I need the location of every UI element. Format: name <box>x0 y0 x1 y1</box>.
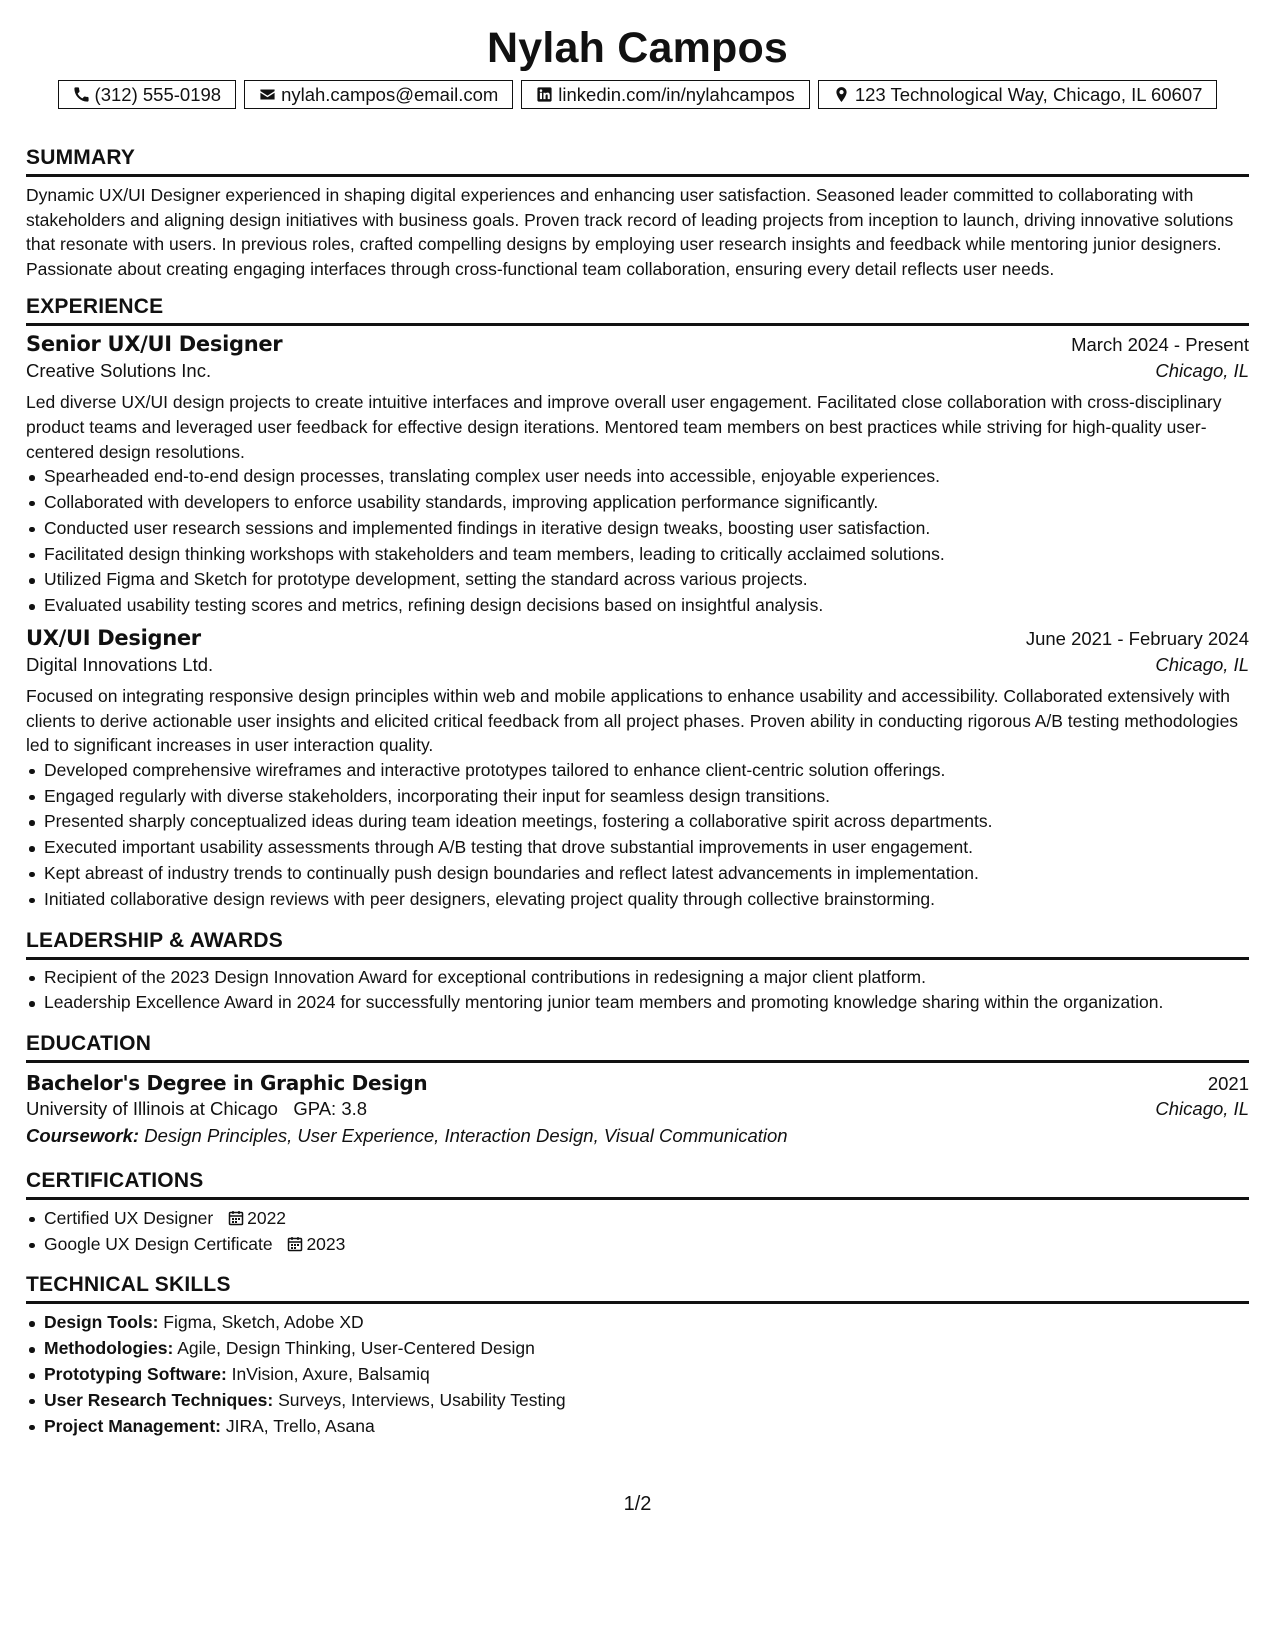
skill-label: Methodologies: <box>44 1338 174 1359</box>
certification-year: 2022 <box>247 1207 287 1228</box>
coursework-label: Coursework: <box>26 1124 140 1146</box>
calendar-icon <box>228 1208 244 1224</box>
skill-label: Design Tools: <box>44 1312 159 1333</box>
skill-value: Figma, Sketch, Adobe XD <box>163 1312 364 1333</box>
phone-number: (312) 555-0198 <box>94 83 222 105</box>
coursework-line <box>26 1125 1249 1147</box>
list-item <box>44 1206 1249 1232</box>
skills-list <box>26 1310 1249 1439</box>
job-dates: June 2021 - February 2024 <box>1025 627 1249 649</box>
job-header <box>26 626 1249 650</box>
summary-heading: SUMMARY <box>26 146 1249 177</box>
list-item <box>44 1310 1249 1336</box>
skill-label: Project Management: <box>44 1415 221 1436</box>
list-item: Kept abreast of industry trends to continually push design boundaries and reflect latest advancements in implementation. <box>44 861 1249 887</box>
education-header <box>26 1071 1249 1095</box>
skills-section <box>26 1273 1249 1439</box>
certification-name: Google UX Design Certificate <box>44 1233 273 1254</box>
school-location: Chicago, IL <box>1155 1097 1249 1119</box>
job-location: Chicago, IL <box>1155 653 1249 675</box>
experience-heading: EXPERIENCE <box>26 295 1249 326</box>
skill-label: Prototyping Software: <box>44 1364 227 1385</box>
list-item: Presented sharply conceptualized ideas during team ideation meetings, fostering a collaborative spirit across departments. <box>44 809 1249 835</box>
linkedin-icon <box>536 86 553 103</box>
gpa: GPA: 3.8 <box>293 1097 368 1119</box>
leadership-section <box>26 929 1249 1015</box>
list-item <box>44 1232 1249 1258</box>
job-header <box>26 332 1249 356</box>
leadership-heading: LEADERSHIP & AWARDS <box>26 929 1249 960</box>
summary-section <box>26 146 1249 281</box>
education-section <box>26 1032 1249 1147</box>
phone-chip[interactable] <box>58 80 237 109</box>
list-item: Facilitated design thinking workshops with stakeholders and team members, leading to critically acclaimed solutions. <box>44 542 1249 568</box>
job-company: Digital Innovations Ltd. <box>26 653 214 675</box>
list-item <box>44 1336 1249 1362</box>
skills-heading: TECHNICAL SKILLS <box>26 1273 1249 1304</box>
email-address: nylah.campos@email.com <box>281 83 499 105</box>
job-subheader <box>26 654 1249 676</box>
job-description: Focused on integrating responsive design principles within web and mobile applications to enhance usability and accessibility. Collaborated extensively with clients to derive actionable user insights and elicited critical feedback from all project phases. Proven ability in conducting rigorous A/B testing methodologies led to significant increases in user interaction quality. <box>26 685 1239 756</box>
experience-section <box>26 295 1249 912</box>
skill-label: User Research Techniques: <box>44 1389 274 1410</box>
school-line <box>26 1098 367 1120</box>
skill-value: Surveys, Interviews, Usability Testing <box>278 1389 566 1410</box>
calendar-icon <box>287 1234 303 1250</box>
award-list <box>26 965 1249 1015</box>
email-chip[interactable] <box>244 80 513 109</box>
list-item: Conducted user research sessions and implemented findings in iterative design tweaks, boosting user satisfaction. <box>44 516 1249 542</box>
resume-page <box>26 0 1249 1650</box>
certification-list <box>26 1206 1249 1258</box>
list-item: Leadership Excellence Award in 2024 for successfully mentoring junior team members and promoting knowledge sharing within the organization. <box>44 990 1249 1015</box>
job-description: Led diverse UX/UI design projects to create intuitive interfaces and improve overall user engagement. Facilitated close collaboration with cross-disciplinary product teams and leveraged user feedback for effective design iterations. Mentored team members on best practices while striving for high-quality user-centered design resolutions. <box>26 392 1222 462</box>
graduation-year: 2021 <box>1207 1072 1249 1094</box>
page-number: 1/2 <box>623 1493 652 1515</box>
education-subheader <box>26 1098 1249 1120</box>
school-name: University of Illinois at Chicago <box>26 1097 278 1119</box>
list-item: Collaborated with developers to enforce usability standards, improving application performance significantly. <box>44 490 1249 516</box>
skill-value: JIRA, Trello, Asana <box>225 1415 375 1436</box>
certification-name: Certified UX Designer <box>44 1207 214 1228</box>
envelope-icon <box>259 86 276 103</box>
job-dates: March 2024 - Present <box>1071 334 1249 356</box>
coursework-list: Design Principles, User Experience, Interaction Design, Visual Communication <box>144 1124 788 1146</box>
list-item: Recipient of the 2023 Design Innovation Award for exceptional contributions in redesigning a major client platform. <box>44 965 1249 991</box>
candidate-name: Nylah Campos <box>486 24 789 72</box>
list-item <box>44 1414 1249 1440</box>
job-subheader <box>26 360 1249 382</box>
list-item: Executed important usability assessments through A/B testing that drove substantial improvements in user engagement. <box>44 835 1249 861</box>
map-pin-icon <box>833 86 850 103</box>
education-heading: EDUCATION <box>26 1032 1249 1063</box>
certifications-section <box>26 1169 1249 1258</box>
list-item: Initiated collaborative design reviews with peer designers, elevating project quality through collective brainstorming. <box>44 887 1249 913</box>
skill-value: InVision, Axure, Balsamiq <box>231 1364 430 1385</box>
job-title: UX/UI Designer <box>26 625 201 650</box>
job-entry <box>26 332 1249 619</box>
list-item <box>44 1388 1249 1414</box>
skill-value: Agile, Design Thinking, User-Centered Design <box>177 1338 535 1359</box>
linkedin-chip[interactable] <box>521 80 810 109</box>
list-item <box>44 1362 1249 1388</box>
list-item: Spearheaded end-to-end design processes, translating complex user needs into accessible, enjoyable experiences. <box>44 464 1249 490</box>
list-item: Evaluated usability testing scores and metrics, refining design decisions based on insightful analysis. <box>44 593 1249 619</box>
job-bullets <box>26 758 1249 913</box>
summary-text: Dynamic UX/UI Designer experienced in shaping digital experiences and enhancing user satisfaction. Seasoned leader committed to collaborating with stakeholders and aligning design initiatives with business goals. Proven track record of leading projects from inception to launch, driving innovative solutions that resonate with users. In previous roles, crafted compelling designs by employing user research insights and feedback while mentoring junior designers. Passionate about creating engaging interfaces through cross-functional team collaboration, ensuring every detail reflects user needs. <box>26 185 1234 279</box>
phone-icon <box>73 86 90 103</box>
job-company: Creative Solutions Inc. <box>26 360 212 382</box>
job-location: Chicago, IL <box>1155 360 1249 382</box>
list-item: Developed comprehensive wireframes and interactive prototypes tailored to enhance client-centric solution offerings. <box>44 758 1249 784</box>
contact-bar <box>26 80 1249 109</box>
degree-title: Bachelor's Degree in Graphic Design <box>26 1070 428 1095</box>
certifications-heading: CERTIFICATIONS <box>26 1169 1249 1200</box>
list-item: Engaged regularly with diverse stakeholders, incorporating their input for seamless design transitions. <box>44 784 1249 810</box>
job-entry <box>26 626 1249 913</box>
linkedin-url: linkedin.com/in/nylahcampos <box>558 83 795 105</box>
job-title: Senior UX/UI Designer <box>26 332 283 357</box>
list-item: Utilized Figma and Sketch for prototype development, setting the standard across various projects. <box>44 567 1249 593</box>
certification-year: 2023 <box>306 1233 346 1254</box>
street-address: 123 Technological Way, Chicago, IL 60607 <box>854 83 1203 105</box>
job-bullets <box>26 464 1249 619</box>
address-chip[interactable] <box>818 80 1218 109</box>
